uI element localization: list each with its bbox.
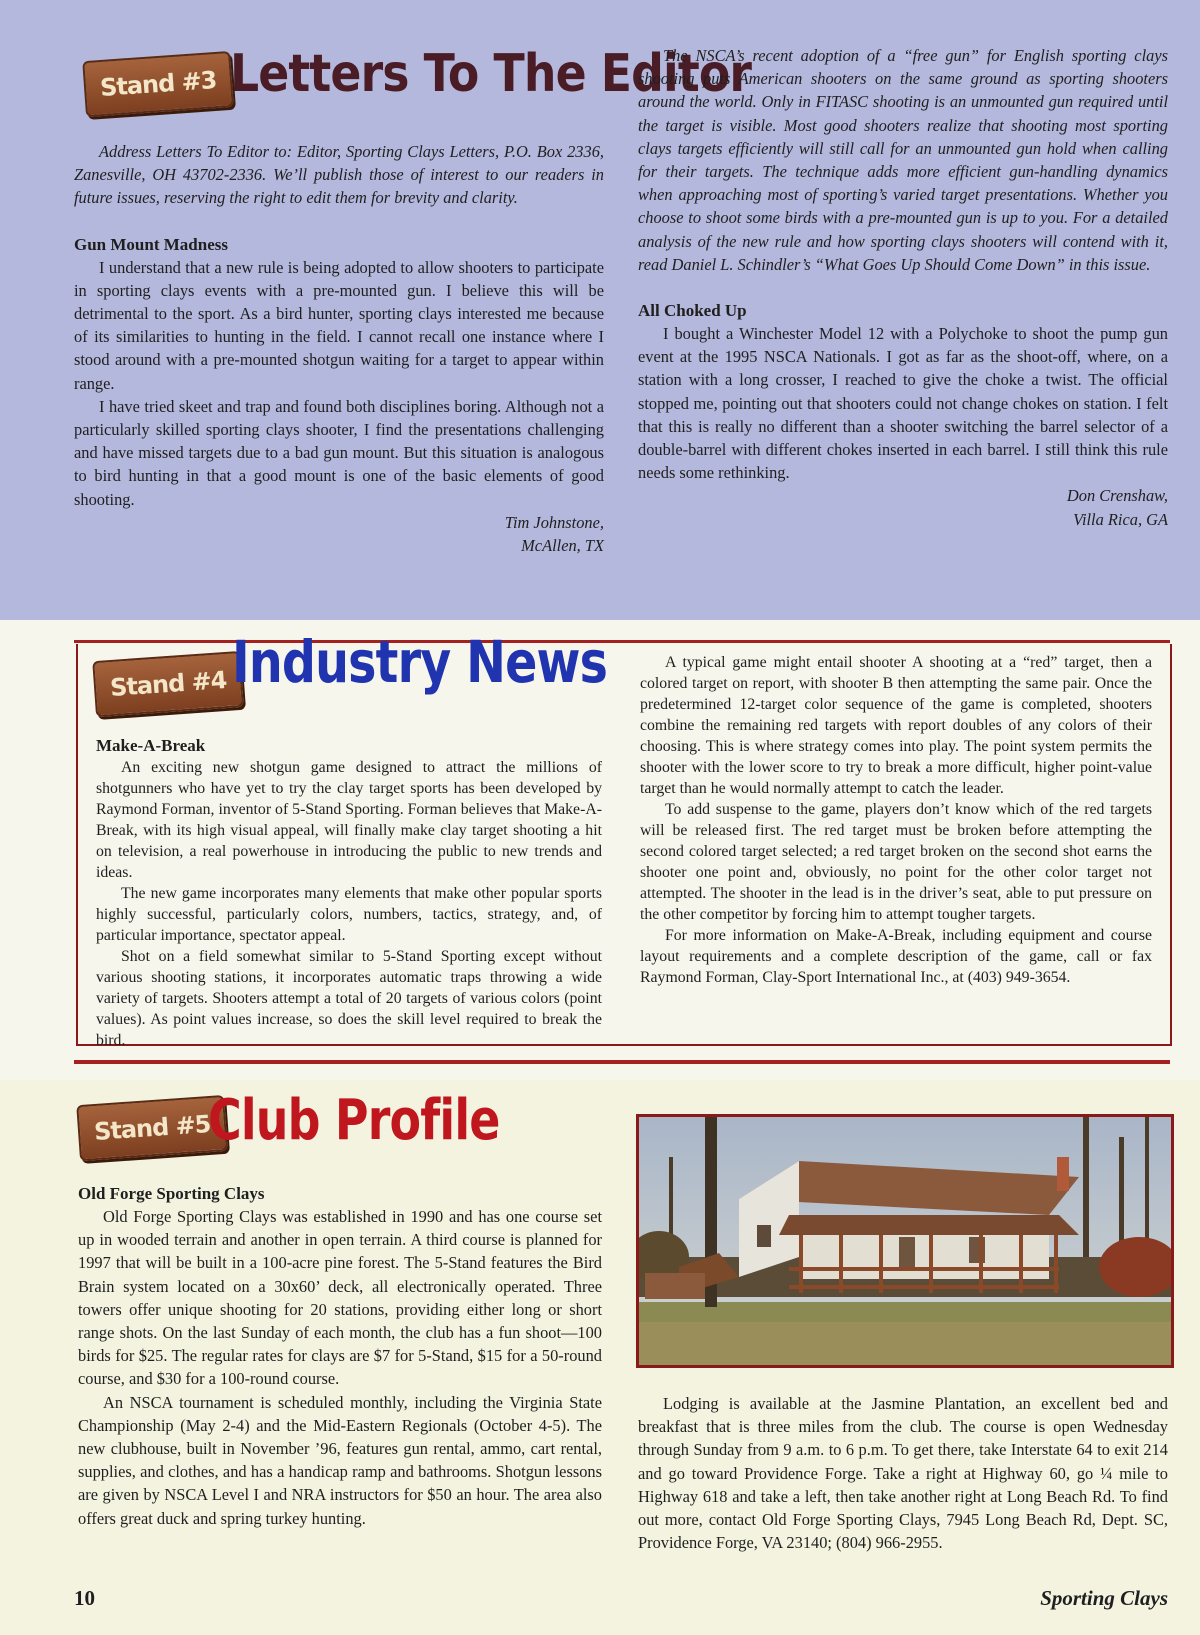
- news-paragraph-1: An exciting new shotgun game designed to attract the millions of shotgunners who have yet to try the clay target sports has been developed by Raymond Forman, inventor of 5-Stand Sporting. Forman believes that Make-A-Break, with its high visual appeal, will finally make clay target shooting a hit on television, a real powerhouse in introducing the public to new trends and ideas.: [96, 759, 602, 881]
- club-heading: Old Forge Sporting Clays: [78, 1184, 265, 1203]
- news-title: Industry News: [232, 628, 608, 696]
- club-right-column: [638, 1392, 1168, 1554]
- club-paragraph-3: Lodging is available at the Jasmine Plantation, an excellent bed and breakfast that is three miles from the club. The course is open Wednesday through Sunday from 9 a.m. to 6 p.m. To get there, take Interstate 64 to exit 214 and go toward Providence Forge. Take a right at Highway 60, go ¼ mile to Highway 618 and take a left, then take another right at Long Beach Rd. To find out more, contact Old Forge Sporting Clays, 7945 Long Beach Rd, Dept. SC, Providence Forge, VA 23140; (804) 966-2955.: [638, 1394, 1168, 1553]
- letter1-paragraph-2: I have tried skeet and trap and found both disciplines boring. Although not a particularly skilled sporting clays shooter, I find the presentations challenging and have missed targets due to a bad gun mount. But this situation is analogous to bird hunting in that a good mount is one of the basic elements of good shooting.: [74, 396, 604, 509]
- letter2-signature-name: Don Crenshaw,: [1066, 486, 1168, 506]
- news-paragraph-2: The new game incorporates many elements that make other popular sports highly successful, particularly colors, numbers, tactics, strategy, and, of particular importance, spectator appeal.: [96, 885, 602, 944]
- news-bottom-rule: [74, 1060, 1170, 1064]
- page-number: 10: [74, 1586, 95, 1610]
- stand-3-plaque: Stand #3: [82, 51, 234, 117]
- letters-intro: Address Letters To Editor to: Editor, Sporting Clays Letters, P.O. Box 2336, Zanesville, OH 43702-2336. We’ll publish those of interest to our readers in future issues, reserving the right to edit them for brevity and clarity.: [74, 142, 604, 208]
- news-heading: Make-A-Break: [96, 736, 206, 755]
- club-profile-section: [0, 1080, 1200, 1635]
- news-left-column: [96, 734, 602, 1051]
- news-right-column: [640, 652, 1152, 988]
- letter1-heading: Gun Mount Madness: [74, 234, 228, 254]
- letters-right-column: [638, 44, 1168, 531]
- stand-4-plaque: Stand #4: [92, 651, 244, 717]
- stand-5-plaque: Stand #5: [76, 1095, 228, 1161]
- clubhouse-photo: [636, 1114, 1174, 1368]
- letter1-signature-name: Tim Johnstone,: [504, 512, 604, 532]
- letter2-heading: All Choked Up: [638, 301, 747, 321]
- news-paragraph-4: A typical game might entail shooter A shooting at a “red” target, then a colored target on report, with shooter B then attempting the same pair. Once the predetermined 12-target color sequence of the game is completed, shooters combine the remaining red targets with report doubles of any colors of their choosing. This is where strategy comes into play. The point system permits the shooter with the lower score to try to break a more difficult, higher point-value target than he would normally attempt to catch the leader.: [640, 654, 1152, 797]
- letter2-paragraph-1: I bought a Winchester Model 12 with a Polychoke to shoot the pump gun event at the 1995 NSCA Nationals. I got as far as the shoot-off, where, on a station with a long crosser, I reached to give the choke a twist. The official stopped me, pointing out that shooters could not change chokes on station. I felt that this is really no different than a shooter switching the barrel selector of a double-barrel with different chokes inserted in each barrel. I still think this rule needs some rethinking.: [638, 324, 1168, 483]
- club-left-column: [78, 1182, 602, 1530]
- letter1-paragraph-1: I understand that a new rule is being adopted to allow shooters to participate in sporting clays events with a pre-mounted gun. I believe this will be detrimental to the sport. As a bird hunter, sporting clays interested me because of its similarities to hunting in the field. I cannot recall one instance where I stood around with a pre-mounted shotgun waiting for a target to appear within range.: [74, 257, 604, 393]
- letter2-signature-place: Villa Rica, GA: [1073, 509, 1168, 529]
- letter1-signature-place: McAllen, TX: [521, 536, 604, 556]
- letters-section: [0, 0, 1200, 620]
- letters-left-column: [74, 140, 604, 557]
- news-paragraph-6: For more information on Make-A-Break, including equipment and course layout requirements and a complete description of the game, call or fax Raymond Forman, Clay-Sport International Inc., at (403) 949-3654.: [640, 927, 1152, 986]
- magazine-name: Sporting Clays: [1040, 1586, 1168, 1610]
- club-paragraph-1: Old Forge Sporting Clays was established in 1990 and has one course set up in wooded terrain and another in open terrain. A third course is planned for 1997 that will be built in a 100-acre pine forest. The 5-Stand features the Bird Brain system located on a 30x60’ deck, all electronically operated. Three towers offer unique shooting for 20 stations, providing either long or short range shots. On the last Sunday of each month, the club has a fun shoot—100 birds for $25. The regular rates for clays are $7 for 5-Stand, $15 for a 50-round course, and $30 for a 100-round course.: [78, 1207, 602, 1389]
- editor-note: The NSCA’s recent adoption of a “free gun” for English sporting clays shooting puts American shooters on the same ground as sporting shooters around the world. Only in FITASC shooting is an unmounted gun required until the target is visible. Most good shooters realize that shooting most sporting clays targets efficiently will still call for an unmounted gun hold when calling for their targets. The technique adds more efficient gun-handling dynamics when approaching most of sporting’s varied target presentations. Whether you choose to shoot some birds with a pre-mounted gun is up to you. For a detailed analysis of the new rule and how sporting clays shooters will contend with it, read Daniel L. Schindler’s “What Goes Up Should Come Down” in this issue.: [638, 46, 1168, 274]
- letters-title: Letters To The Editor: [230, 44, 752, 104]
- industry-news-section: [0, 620, 1200, 1080]
- club-paragraph-2: An NSCA tournament is scheduled monthly, including the Virginia State Championship (May 2-4) and the Mid-Eastern Regionals (October 4-5). The new clubhouse, built in November ’96, features gun rental, ammo, cart rental, supplies, and clothes, and has a handicap ramp and bathrooms. Shotgun lessons are given by NSCA Level I and NRA instructors for $50 an hour. The area also offers great duck and spring turkey hunting.: [78, 1392, 602, 1528]
- news-paragraph-5: To add suspense to the game, players don’t know which of the red targets will be released first. The red target must be broken before attempting the second colored target selected; a red target broken on the second shot earns the shooter one point and, obviously, no point for the other color target not attempted. The shooter in the lead is in the driver’s seat, able to put pressure on the other competitor by forcing him to attempt tougher targets.: [640, 801, 1152, 923]
- club-title: Club Profile: [208, 1088, 500, 1153]
- news-paragraph-3: Shot on a field somewhat similar to 5-Stand Sporting except without various shooting stations, it incorporates automatic traps throwing a wide variety of targets. Shooters attempt a total of 20 targets of various colors (point values). As point values increase, so does the skill level required to break the bird.: [96, 948, 602, 1049]
- clubhouse-illustration: [639, 1117, 1171, 1365]
